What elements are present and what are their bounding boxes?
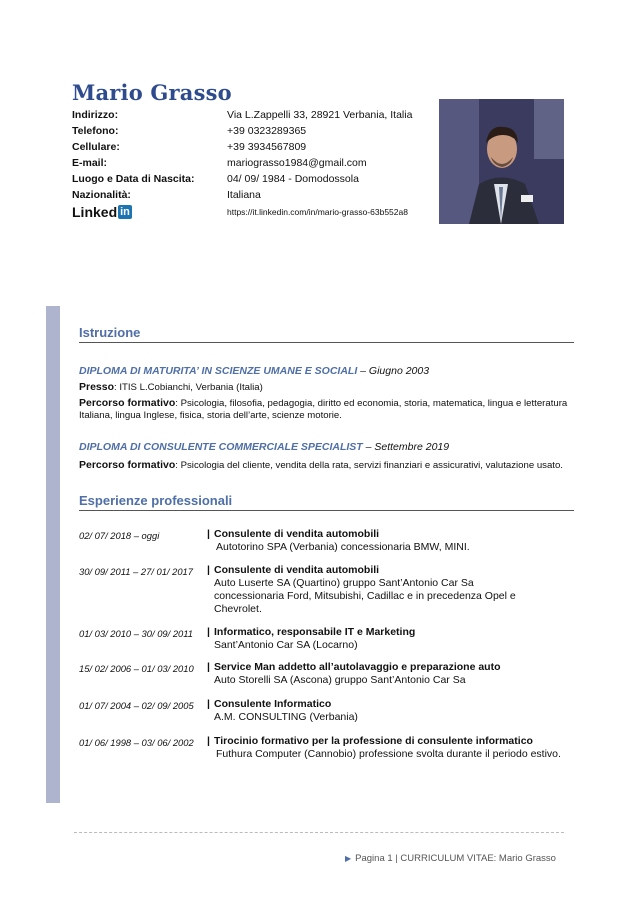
info-value: Italiana <box>227 189 261 201</box>
experience-date: 30/ 09/ 2011 – 27/ 01/ 2017 <box>79 566 193 577</box>
experience-desc: Auto Storelli SA (Ascona) gruppo Sant’Antonio Car Sa <box>214 674 466 686</box>
portrait-illustration <box>439 99 564 224</box>
experience-separator: | <box>207 661 210 673</box>
experience-title: Consulente di vendita automobili <box>214 528 380 540</box>
info-row-mobile <box>72 141 432 157</box>
diploma-date: – Settembre 2019 <box>365 441 450 453</box>
experience-separator: | <box>207 626 210 638</box>
experience-title: Informatico, responsabile IT e Marketing <box>214 626 416 638</box>
presso-line <box>79 379 579 396</box>
experience-separator: | <box>207 698 210 710</box>
sidebar-accent-bar <box>46 306 60 803</box>
percorso-value: : Psicologia del cliente, vendita della rata, servizi finanziari e assicurativi, valutazione usato. <box>175 460 563 471</box>
experience-title: Consulente Informatico <box>214 698 332 710</box>
experience-title: Consulente di vendita automobili <box>214 564 380 576</box>
page-footer <box>345 853 556 864</box>
percorso-label: Percorso formativo <box>79 459 176 471</box>
experience-title: Tirocinio formativo per la professione di consulente informatico <box>214 735 533 747</box>
info-row-birth <box>72 173 432 189</box>
info-row-address <box>72 109 432 125</box>
diploma-2 <box>79 441 449 453</box>
info-label: E-mail: <box>72 157 108 169</box>
experience-separator: | <box>207 564 210 576</box>
info-row-nationality <box>72 189 432 205</box>
experience-date: 01/ 07/ 2004 – 02/ 09/ 2005 <box>79 700 194 711</box>
experience-desc: Auto Luserte SA (Quartino) gruppo Sant’Antonio Car Sa <box>214 577 474 589</box>
info-value[interactable]: mariograsso1984@gmail.com <box>227 157 367 169</box>
diploma-1 <box>79 365 429 377</box>
info-label: Nazionalità: <box>72 189 131 201</box>
experience-desc: Sant’Antonio Car SA (Locarno) <box>214 639 358 651</box>
info-label: Telefono: <box>72 125 119 137</box>
linkedin-url[interactable]: https://it.linkedin.com/in/mario-grasso-63b552a8 <box>227 207 408 217</box>
linkedin-logo-in: in <box>120 206 130 218</box>
info-value: Via L.Zappelli 33, 28921 Verbania, Italia <box>227 109 413 121</box>
linkedin-logo-text: Linked <box>72 204 118 220</box>
experience-date: 15/ 02/ 2006 – 01/ 03/ 2010 <box>79 663 194 674</box>
experience-separator: | <box>207 528 210 540</box>
diploma-title: DIPLOMA DI CONSULENTE COMMERCIALE SPECIALIST <box>79 441 363 453</box>
footer-divider <box>74 832 564 833</box>
footer-text: Pagina 1 | CURRICULUM VITAE: Mario Grasso <box>355 853 556 864</box>
info-value: 04/ 09/ 1984 - Domodossola <box>227 173 359 185</box>
info-label: Luogo e Data di Nascita: <box>72 173 195 185</box>
experience-desc: Chevrolet. <box>214 603 262 615</box>
experience-desc: concessionaria Ford, Mitsubishi, Cadillac e in precedenza Opel e <box>214 590 516 602</box>
triangle-right-icon: ▶ <box>345 854 352 863</box>
experience-desc: Futhura Computer (Cannobio) professione svolta durante il periodo estivo. <box>216 748 561 760</box>
info-row-email <box>72 157 432 173</box>
profile-photo <box>439 99 564 224</box>
info-value: +39 3934567809 <box>227 141 307 153</box>
info-value: +39 0323289365 <box>227 125 307 137</box>
section-title-esperienze: Esperienze professionali <box>79 493 233 508</box>
experience-date: 01/ 06/ 1998 – 03/ 06/ 2002 <box>79 737 194 748</box>
section-divider <box>79 510 574 511</box>
candidate-name: Mario Grasso <box>72 80 232 105</box>
experience-desc: A.M. CONSULTING (Verbania) <box>214 711 358 723</box>
experience-title: Service Man addetto all’autolavaggio e preparazione auto <box>214 661 501 673</box>
experience-date: 01/ 03/ 2010 – 30/ 09/ 2011 <box>79 628 193 639</box>
info-row-phone <box>72 125 432 141</box>
experience-separator: | <box>207 735 210 747</box>
diploma-date: – Giugno 2003 <box>360 365 430 377</box>
presso-value: : ITIS L.Cobianchi, Verbania (Italia) <box>114 382 263 393</box>
section-title-istruzione: Istruzione <box>79 325 141 340</box>
info-label: Cellulare: <box>72 141 120 153</box>
info-label: Indirizzo: <box>72 109 119 121</box>
presso-label: Presso <box>79 381 115 393</box>
section-divider <box>79 342 574 343</box>
percorso-value: : Psicologia, filosofia, pedagogia, diritto ed economia, storia, matematica, lingua e letteratura <box>175 398 568 409</box>
diploma-title: DIPLOMA DI MATURITA’ IN SCIENZE UMANE E SOCIALI <box>79 365 358 377</box>
percorso-line-1b: Italiana, lingua Inglese, fisica, storia dell’arte, scienze motorie. <box>79 410 342 421</box>
linkedin-logo <box>72 204 132 220</box>
percorso-label: Percorso formativo <box>79 397 176 409</box>
experience-desc: Autotorino SPA (Verbania) concessionaria BMW, MINI. <box>216 541 470 553</box>
percorso-line-2 <box>79 457 579 474</box>
experience-date: 02/ 07/ 2018 – oggi <box>79 530 160 541</box>
